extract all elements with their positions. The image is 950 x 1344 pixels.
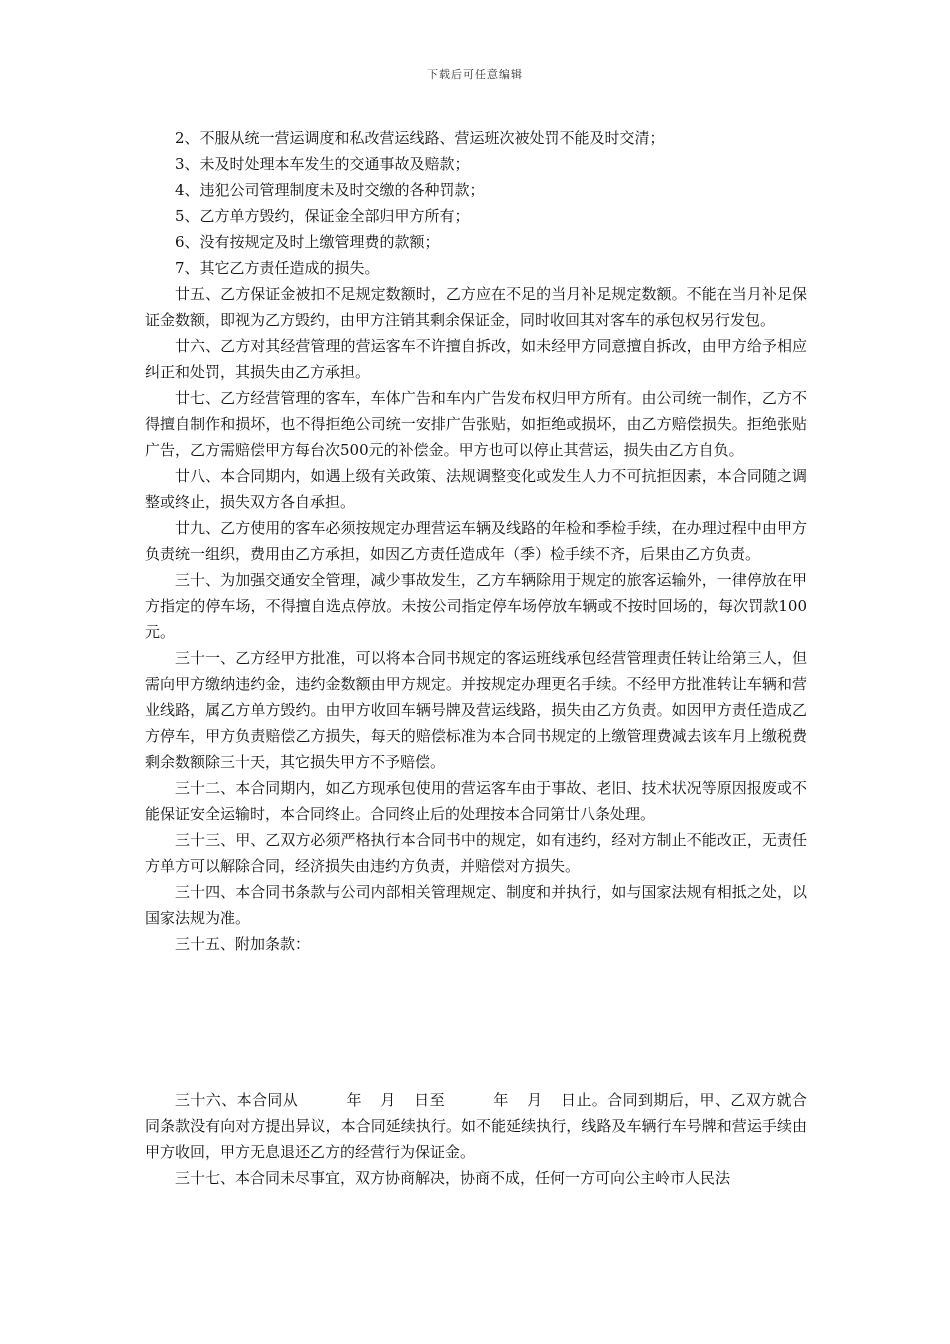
penalty-item-4: 4、违犯公司管理制度未及时交缴的各种罚款； bbox=[175, 181, 485, 199]
clause-29: 廿九、乙方使用的客车必须按规定办理营运车辆及线路的年检和季检手续，在办理过程中由甲方负责统一组织，费用由乙方承担，如因乙方责任造成年（季）检手续不齐，后果由乙方负责。 bbox=[145, 519, 807, 563]
penalty-item-3: 3、未及时处理本车发生的交通事故及赔款； bbox=[175, 155, 470, 173]
clause-36-rest: 合同到期后，甲、乙双方就合同条款没有向对方提出异议，本合同延续执行。如不能延续执行，线路及车辆行车号牌和营运手续由甲方收回，甲方无息退还乙方的经营行为保证金。 bbox=[145, 1091, 807, 1161]
clause-36-month-1: 月 bbox=[379, 1091, 396, 1109]
contract-body bbox=[145, 125, 807, 1191]
penalty-item-7: 7、其它乙方责任造成的损失。 bbox=[175, 259, 380, 277]
clause-36-year-1: 年 bbox=[346, 1091, 362, 1109]
clause-36 bbox=[145, 1087, 807, 1165]
clause-31: 三十一、乙方经甲方批准，可以将本合同书规定的客运班线承包经营管理责任转让给第三人，但需向甲方缴纳违约金，违约金数额由甲方规定。并按规定办理更名手续。不经甲方批准转让车辆和营业线路，属乙方单方毁约。由甲方收回车辆号牌及营运线路，损失由乙方负责。如因甲方责任造成乙方停车，甲方负责赔偿乙方损失，每天的赔偿标准为本合同书规定的上缴管理费减去该车月上缴税费剩余数额除三十天，其它损失甲方不予赔偿。 bbox=[145, 649, 807, 771]
clause-36-lead: 三十六、本合同从 bbox=[175, 1091, 299, 1109]
clause-34: 三十四、本合同书条款与公司内部相关管理规定、制度和并执行，如与国家法规有相抵之处，以国家法规为准。 bbox=[145, 883, 807, 927]
penalty-item-2: 2、不服从统一营运调度和私改营运线路、营运班次被处罚不能及时交清； bbox=[175, 129, 665, 147]
clause-36-year-2: 年 bbox=[492, 1091, 509, 1109]
penalty-item-5: 5、乙方单方毁约，保证金全部归甲方所有； bbox=[175, 207, 470, 225]
clause-28: 廿八、本合同期内，如遇上级有关政策、法规调整变化或发生人力不可抗拒因素，本合同随之调整或终止，损失双方各自承担。 bbox=[145, 467, 807, 511]
clause-36-day-end: 日止。 bbox=[560, 1091, 608, 1109]
clause-36-day-to: 日至 bbox=[413, 1091, 445, 1109]
clause-26: 廿六、乙方对其经营管理的营运客车不许擅自拆改，如未经甲方同意擅自拆改，由甲方给予相应纠正和处罚，其损失由乙方承担。 bbox=[145, 337, 807, 381]
clause-33: 三十三、甲、乙双方必须严格执行本合同书中的规定，如有违约，经对方制止不能改正，无责任方单方可以解除合同，经济损失由违约方负责，并赔偿对方损失。 bbox=[145, 831, 807, 875]
download-editable-note: 下载后可任意编辑 bbox=[427, 68, 523, 81]
clause-36-month-2: 月 bbox=[526, 1091, 543, 1109]
penalty-item-6: 6、没有按规定及时上缴管理费的款额； bbox=[175, 233, 440, 251]
clause-30: 三十、为加强交通安全管理，减少事故发生，乙方车辆除用于规定的旅客运输外，一律停放在甲方指定的停车场，不得擅自选点停放。未按公司指定停车场停放车辆或不按时回场的，每次罚款100元。 bbox=[145, 571, 807, 641]
additional-terms-blank-space bbox=[145, 957, 807, 1087]
clause-25: 廿五、乙方保证金被扣不足规定数额时，乙方应在不足的当月补足规定数额。不能在当月补足保证金数额，即视为乙方毁约，由甲方注销其剩余保证金，同时收回其对客车的承包权另行发包。 bbox=[145, 285, 807, 329]
clause-27: 廿七、乙方经营管理的客车，车体广告和车内广告发布权归甲方所有。由公司统一制作，乙方不得擅自制作和损坏，也不得拒绝公司统一安排广告张贴，如拒绝或损坏，由乙方赔偿损失。拒绝张贴广告，乙方需赔偿甲方每台次500元的补偿金。甲方也可以停止其营运，损失由乙方自负。 bbox=[145, 389, 807, 459]
clause-32: 三十二、本合同期内，如乙方现承包使用的营运客车由于事故、老旧、技术状况等原因报废或不能保证安全运输时，本合同终止。合同终止后的处理按本合同第廿八条处理。 bbox=[145, 779, 807, 823]
clause-37: 三十七、本合同未尽事宜，双方协商解决，协商不成，任何一方可向公主岭市人民法 bbox=[175, 1169, 731, 1187]
clause-35-additional-terms: 三十五、附加条款： bbox=[175, 935, 311, 953]
